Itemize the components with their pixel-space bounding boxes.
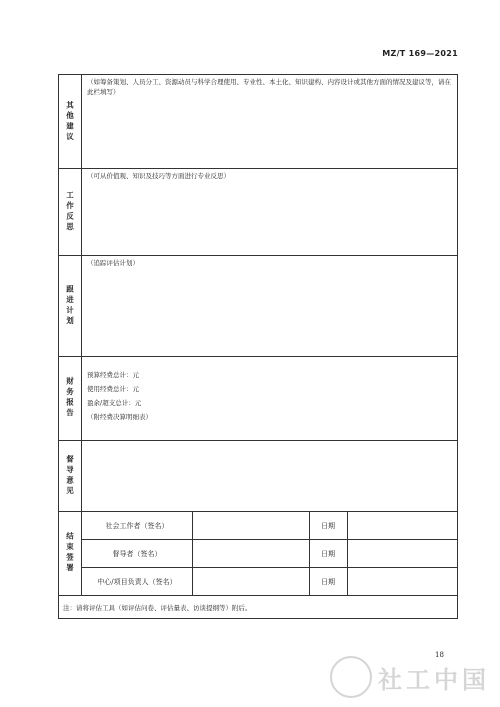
- reflection-hint: （可从价值观、知识及技巧等方面进行专业反思）: [87, 172, 230, 180]
- page-number: 18: [435, 651, 444, 659]
- watermark: [330, 656, 490, 698]
- supervisor-signature-label: 督导者（签名）: [112, 550, 162, 558]
- standard-code: MZ/T 169—2021: [382, 49, 458, 58]
- used-total: 使用经费总计：元: [87, 385, 139, 393]
- date-label: 日期: [321, 550, 335, 558]
- section-label-signoff: 结束签署: [65, 532, 75, 574]
- watermark-logo-icon: [330, 656, 372, 698]
- section-label-supervisor: 督导意见: [65, 454, 75, 497]
- section-label-other: 其他建议: [65, 100, 75, 143]
- section-label-followup: 跟进计划: [65, 284, 75, 327]
- section-label-finance: 财务报告: [65, 377, 75, 419]
- expense-detail-note: （附经费决算明细表）: [87, 413, 152, 421]
- other-hint: （如筹备策划、人员分工、资源动员与科学合理使用、专业性、本土化、知识建构、内容设计或其他方面的情况及建议等，请在此栏填写）: [87, 78, 451, 96]
- date-label: 日期: [321, 522, 335, 530]
- watermark-text: 社工中国: [378, 665, 490, 694]
- social-worker-signature-label: 社会工作者（签名）: [105, 522, 169, 530]
- evaluation-form-table: [58, 74, 458, 619]
- center-lead-signature-label: 中心/项目负责人（签名）: [97, 578, 177, 586]
- surplus-total: 盈余/超支总计：元: [87, 399, 142, 407]
- budget-total: 预算经费总计：元: [87, 371, 139, 379]
- date-label: 日期: [321, 578, 335, 586]
- followup-hint: （追踪评估计划）: [87, 259, 139, 267]
- attachment-note: 注：请将评估工具（如评估问卷、评估量表、访谈提纲等）附后。: [63, 604, 252, 612]
- section-label-reflection: 工作反思: [65, 190, 75, 233]
